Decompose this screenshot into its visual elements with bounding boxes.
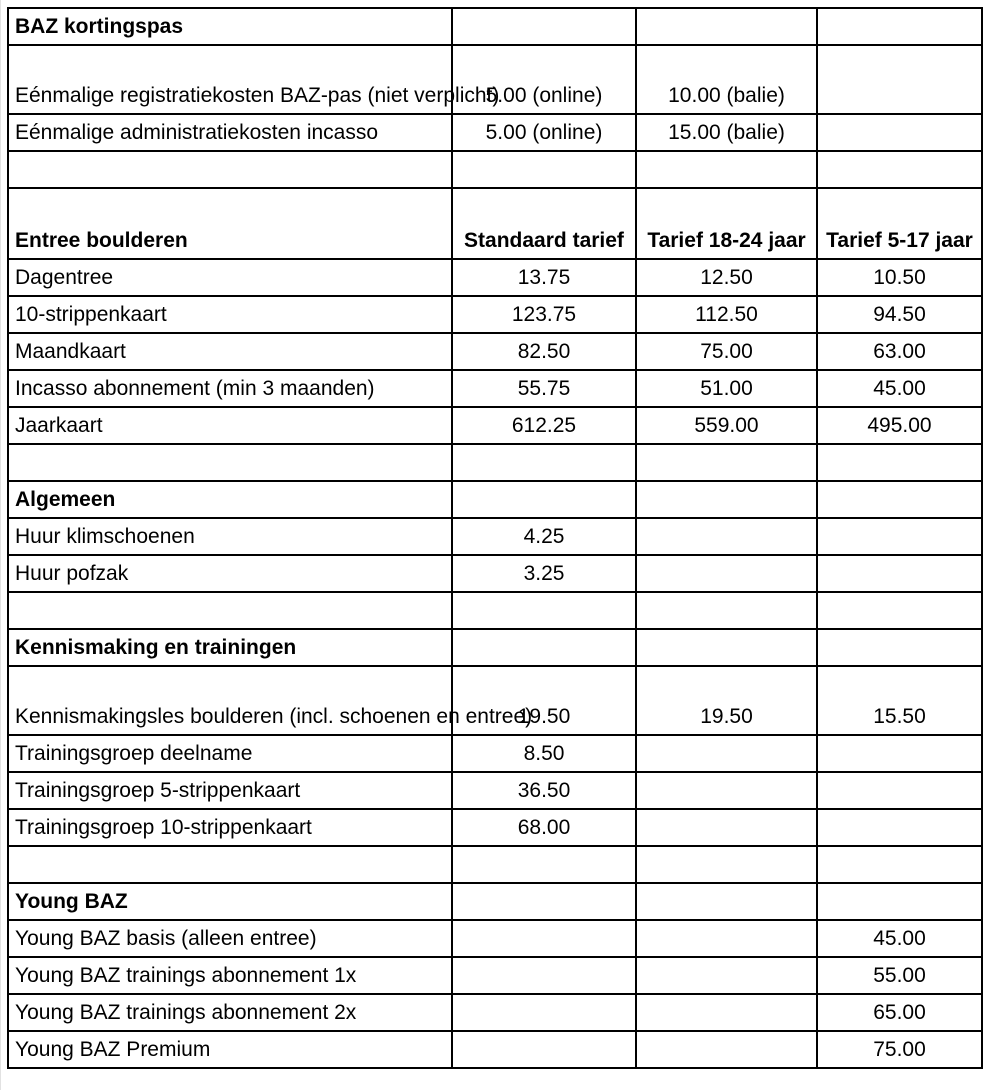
spacer-row	[8, 592, 982, 629]
row-label[interactable]: Maandkaart	[8, 333, 452, 370]
empty-cell[interactable]	[452, 151, 636, 188]
price-cell[interactable]: 94.50	[817, 296, 982, 333]
section-header-row	[8, 8, 982, 45]
price-cell[interactable]	[636, 518, 817, 555]
section-header-row	[8, 883, 982, 920]
price-cell[interactable]: 19.50	[452, 666, 636, 735]
empty-cell[interactable]	[817, 592, 982, 629]
empty-cell[interactable]	[452, 481, 636, 518]
price-cell[interactable]	[817, 114, 982, 151]
section-title-entree-boulderen[interactable]: Entree boulderen	[8, 188, 452, 259]
price-cell[interactable]	[636, 809, 817, 846]
section-title-kennismaking[interactable]: Kennismaking en trainingen	[8, 629, 452, 666]
price-table	[7, 7, 983, 1069]
price-cell[interactable]: 4.25	[452, 518, 636, 555]
price-cell[interactable]	[817, 518, 982, 555]
empty-cell[interactable]	[817, 846, 982, 883]
price-cell[interactable]: 75.00	[636, 333, 817, 370]
empty-cell[interactable]	[636, 592, 817, 629]
empty-cell[interactable]	[636, 846, 817, 883]
column-header-standaard[interactable]: Standaard tarief	[452, 188, 636, 259]
price-cell[interactable]	[452, 994, 636, 1031]
price-cell[interactable]: 45.00	[817, 920, 982, 957]
price-cell[interactable]: 36.50	[452, 772, 636, 809]
price-cell[interactable]	[636, 735, 817, 772]
price-cell[interactable]: 13.75	[452, 259, 636, 296]
table-row	[8, 735, 982, 772]
section-title-young-baz[interactable]: Young BAZ	[8, 883, 452, 920]
empty-cell[interactable]	[636, 883, 817, 920]
row-label[interactable]: Huur pofzak	[8, 555, 452, 592]
table-row	[8, 772, 982, 809]
table-row	[8, 518, 982, 555]
spacer-row	[8, 444, 982, 481]
row-label[interactable]: Jaarkaart	[8, 407, 452, 444]
empty-cell[interactable]	[817, 883, 982, 920]
column-header-18-24[interactable]: Tarief 18-24 jaar	[636, 188, 817, 259]
table-row	[8, 114, 982, 151]
price-cell[interactable]: 19.50	[636, 666, 817, 735]
price-cell[interactable]: 112.50	[636, 296, 817, 333]
price-cell[interactable]: 68.00	[452, 809, 636, 846]
row-label[interactable]: Kennismakingsles boulderen (incl. schoenen en entree)	[8, 666, 452, 735]
price-cell[interactable]: 75.00	[817, 1031, 982, 1068]
empty-cell[interactable]	[817, 481, 982, 518]
row-label[interactable]: Dagentree	[8, 259, 452, 296]
empty-cell[interactable]	[817, 151, 982, 188]
price-cell[interactable]	[636, 957, 817, 994]
price-cell[interactable]	[817, 809, 982, 846]
table-row	[8, 407, 982, 444]
table-row	[8, 333, 982, 370]
price-cell[interactable]	[452, 1031, 636, 1068]
row-label[interactable]: Trainingsgroep 10-strippenkaart	[8, 809, 452, 846]
spacer-row	[8, 151, 982, 188]
empty-cell[interactable]	[8, 444, 452, 481]
price-cell[interactable]: 51.00	[636, 370, 817, 407]
price-cell[interactable]: 55.75	[452, 370, 636, 407]
table-row	[8, 994, 982, 1031]
price-cell[interactable]: 65.00	[817, 994, 982, 1031]
empty-cell[interactable]	[636, 151, 817, 188]
row-label[interactable]: Incasso abonnement (min 3 maanden)	[8, 370, 452, 407]
empty-cell[interactable]	[452, 846, 636, 883]
row-label[interactable]: Young BAZ trainings abonnement 1x	[8, 957, 452, 994]
table-row	[8, 45, 982, 114]
spacer-row	[8, 846, 982, 883]
table-row	[8, 809, 982, 846]
row-label[interactable]: Eénmalige administratiekosten incasso	[8, 114, 452, 151]
price-cell[interactable]	[636, 920, 817, 957]
empty-cell[interactable]	[452, 883, 636, 920]
price-cell[interactable]: 63.00	[817, 333, 982, 370]
section-header-row	[8, 629, 982, 666]
empty-cell[interactable]	[817, 8, 982, 45]
table-row	[8, 1031, 982, 1068]
price-cell[interactable]: 8.50	[452, 735, 636, 772]
price-cell[interactable]: 5.00 (online)	[452, 45, 636, 114]
empty-cell[interactable]	[452, 444, 636, 481]
price-cell[interactable]: 10.50	[817, 259, 982, 296]
section-title-baz-kortingspas[interactable]: BAZ kortingspas	[8, 8, 452, 45]
price-cell[interactable]: 15.00 (balie)	[636, 114, 817, 151]
price-cell[interactable]	[636, 1031, 817, 1068]
row-label[interactable]: 10-strippenkaart	[8, 296, 452, 333]
table-row	[8, 259, 982, 296]
price-cell[interactable]	[817, 555, 982, 592]
section-title-algemeen[interactable]: Algemeen	[8, 481, 452, 518]
empty-cell[interactable]	[636, 629, 817, 666]
price-cell[interactable]	[636, 772, 817, 809]
empty-cell[interactable]	[8, 846, 452, 883]
price-cell[interactable]: 10.00 (balie)	[636, 45, 817, 114]
price-cell[interactable]: 3.25	[452, 555, 636, 592]
price-cell[interactable]	[452, 957, 636, 994]
price-cell[interactable]: 123.75	[452, 296, 636, 333]
row-label[interactable]: Eénmalige registratiekosten BAZ-pas (niet verplicht)	[8, 45, 452, 114]
section-header-row	[8, 481, 982, 518]
table-row	[8, 555, 982, 592]
empty-cell[interactable]	[636, 8, 817, 45]
row-label[interactable]: Trainingsgroep deelname	[8, 735, 452, 772]
column-header-5-17[interactable]: Tarief 5-17 jaar	[817, 188, 982, 259]
table-row	[8, 920, 982, 957]
table-row	[8, 666, 982, 735]
price-cell[interactable]	[817, 45, 982, 114]
price-cell[interactable]: 55.00	[817, 957, 982, 994]
table-row	[8, 296, 982, 333]
row-label[interactable]: Trainingsgroep 5-strippenkaart	[8, 772, 452, 809]
empty-cell[interactable]	[817, 629, 982, 666]
section-header-row	[8, 188, 982, 259]
price-cell[interactable]: 5.00 (online)	[452, 114, 636, 151]
price-cell[interactable]: 15.50	[817, 666, 982, 735]
empty-cell[interactable]	[8, 151, 452, 188]
price-cell[interactable]: 612.25	[452, 407, 636, 444]
empty-cell[interactable]	[817, 444, 982, 481]
price-cell[interactable]: 559.00	[636, 407, 817, 444]
price-cell[interactable]: 45.00	[817, 370, 982, 407]
price-cell[interactable]	[817, 735, 982, 772]
price-cell[interactable]: 495.00	[817, 407, 982, 444]
row-label[interactable]: Huur klimschoenen	[8, 518, 452, 555]
price-cell[interactable]	[452, 920, 636, 957]
row-label[interactable]: Young BAZ basis (alleen entree)	[8, 920, 452, 957]
row-label[interactable]: Young BAZ trainings abonnement 2x	[8, 994, 452, 1031]
price-cell[interactable]	[636, 994, 817, 1031]
price-cell[interactable]: 82.50	[452, 333, 636, 370]
empty-cell[interactable]	[636, 481, 817, 518]
empty-cell[interactable]	[636, 444, 817, 481]
table-row	[8, 370, 982, 407]
price-cell[interactable]: 12.50	[636, 259, 817, 296]
empty-cell[interactable]	[452, 8, 636, 45]
table-row	[8, 957, 982, 994]
empty-cell[interactable]	[452, 629, 636, 666]
price-cell[interactable]	[636, 555, 817, 592]
empty-cell[interactable]	[8, 592, 452, 629]
row-label[interactable]: Young BAZ Premium	[8, 1031, 452, 1068]
empty-cell[interactable]	[452, 592, 636, 629]
price-cell[interactable]	[817, 772, 982, 809]
